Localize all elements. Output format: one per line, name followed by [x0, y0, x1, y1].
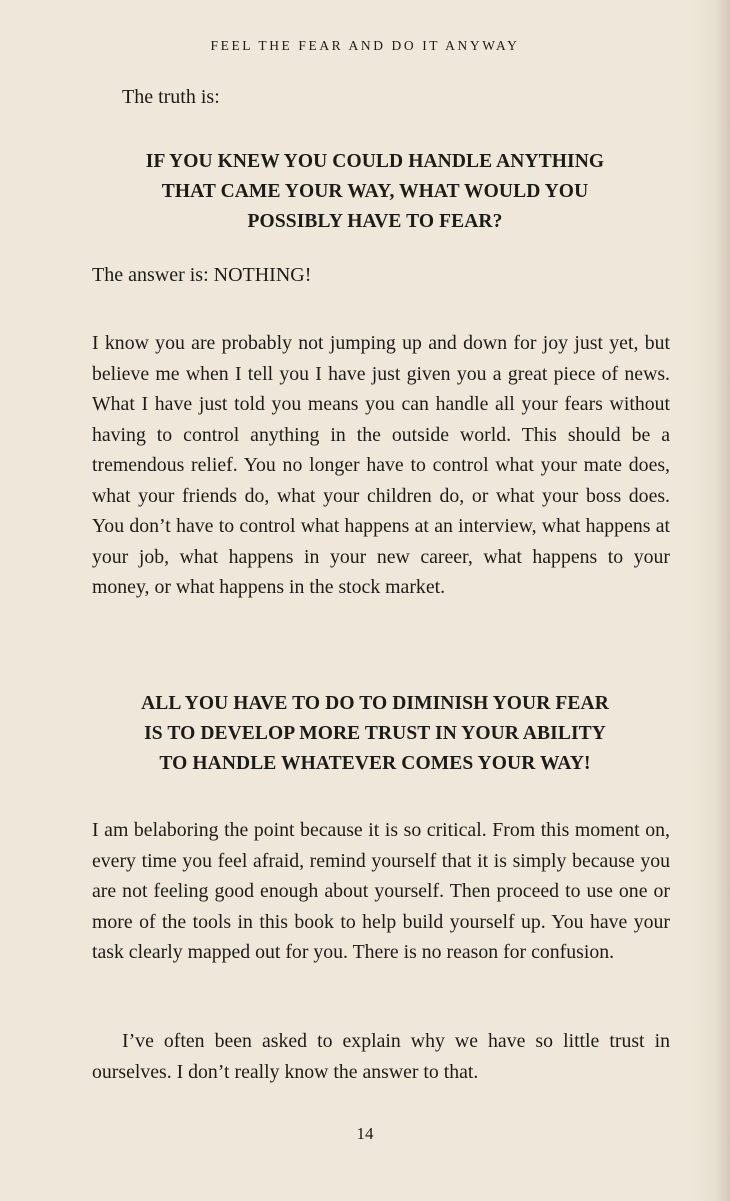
callout-trust: [70, 689, 680, 779]
callout-question: [70, 147, 680, 237]
callout-question-line: IF YOU KNEW YOU COULD HANDLE ANYTHING: [145, 151, 605, 172]
body-paragraph: I’ve often been asked to explain why we have so little trust in ourselves. I don’t really know the answer to that.: [92, 1030, 670, 1083]
page-number: 14: [356, 1124, 374, 1143]
page-edge-shadow: [716, 0, 730, 1201]
answer-line: The answer is: NOTHING!: [92, 264, 312, 286]
callout-trust-line: IS TO DEVELOP MORE TRUST IN YOUR ABILITY: [144, 723, 606, 744]
body-paragraph: I know you are probably not jumping up and down for joy just yet, but believe me when I tell you I have just given you a great piece of news. What I have just told you means you can handle all your fears without having to control anything in the outside world. This should be a tremendous relief. You no longer have to control what your mate does, what your friends do, what your children do, or what your boss does. You don’t have to control what happens at an interview, what happens at your job, what happens in your new career, what happens to your money, or what happens in the stock market.: [92, 332, 670, 598]
callout-question-line: POSSIBLY HAVE TO FEAR?: [247, 211, 503, 232]
callout-question-line: THAT CAME YOUR WAY, WHAT WOULD YOU: [161, 181, 589, 202]
callout-trust-line: TO HANDLE WHATEVER COMES YOUR WAY!: [159, 753, 591, 774]
intro-line: The truth is:: [122, 86, 220, 108]
body-paragraph: I am belaboring the point because it is so critical. From this moment on, every time you feel afraid, remind yourself that it is simply because you are not feeling good enough about yourself. Then proceed to use one or more of the tools in this book to help build yourself up. You have your task clearly mapped out for you. There is no reason for confusion.: [92, 819, 670, 963]
callout-trust-line: ALL YOU HAVE TO DO TO DIMINISH YOUR FEAR: [141, 693, 609, 714]
running-head: FEEL THE FEAR AND DO IT ANYWAY: [210, 38, 520, 53]
